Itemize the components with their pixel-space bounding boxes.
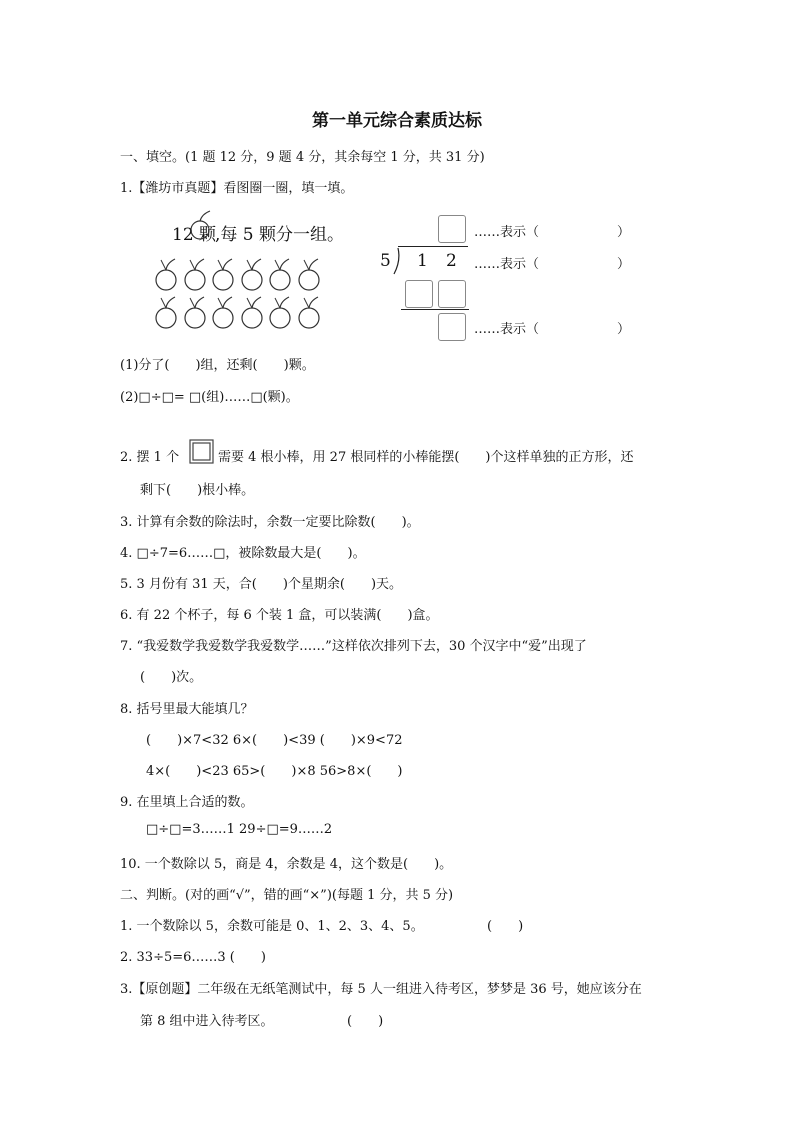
page-title: 第一单元综合素质达标 [312,111,482,131]
cherry-icon [186,208,216,240]
division-bar [398,246,468,247]
cherry-icon [267,294,295,330]
question-5: 5. 3 月份有 31 天，合( )个星期余( )天。 [120,577,403,592]
division-bracket [392,246,406,276]
section-2-heading: 二、判断。(对的画“√”，错的画“×”)(每题 1 分，共 5 分) [120,888,454,903]
question-6: 6. 有 22 个杯子，每 6 个装 1 盒，可以装满( )盒。 [120,608,439,623]
quotient-box[interactable] [438,215,466,243]
judge-3-paren[interactable]: ( ) [347,1014,384,1029]
question-10: 10. 一个数除以 5，商是 4，余数是 4，这个数是( )。 [120,857,453,872]
product-ones-box[interactable] [438,280,466,308]
question-8-line-2: 4×( )<23 65>( )×8 56>8×( ) [146,764,403,779]
section-1-heading: 一、填空。(1 题 12 分，9 题 4 分，其余每空 1 分，共 31 分) [120,150,485,165]
cherry-caption-count: 12 颗 [172,225,217,245]
judge-3-line-2: 第 8 组中进入待考区。 [140,1014,274,1029]
judge-1: 1. 一个数除以 5，余数可能是 0、1、2、3、4、5。 [120,919,424,934]
cherry-icon [153,256,181,292]
cherry-icon [182,294,210,330]
divisor: 5 [380,251,391,271]
question-4: 4. □÷7=6……□，被除数最大是( )。 [120,546,366,561]
question-1-sub-2: (2)□÷□= □(组)……□(颗)。 [120,390,299,405]
judge-2: 2. 33÷5=6……3 ( ) [120,950,266,965]
dividend-ones: 2 [446,251,457,271]
product-tens-box[interactable] [405,280,433,308]
cherry-icon [296,256,324,292]
cherry-icon [153,294,181,330]
question-2-post: 需要 4 根小棒，用 27 根同样的小棒能摆( )个这样单独的正方形，还 [218,450,634,465]
cherry-caption-rule: ,每 5 颗分一组。 [215,225,345,245]
judge-3-line-1: 3.【原创题】二年级在无纸笔测试中，每 5 人一组进入待考区，梦梦是 36 号，她应该分在 [120,982,642,997]
question-8-line-1: ( )×7<32 6×( )<39 ( )×9<72 [146,733,403,748]
cherry-icon [267,256,295,292]
question-9-line: □÷□=3……1 29÷□=9……2 [146,822,333,837]
subtraction-line [401,309,469,310]
question-8: 8. 括号里最大能填几？ [120,702,254,717]
square-sticks-icon [187,437,217,467]
question-3: 3. 计算有余数的除法时，余数一定要比除数( )。 [120,515,420,530]
question-2-line-2: 剩下( )根小棒。 [140,483,255,498]
row1-note: ……表示（ ） [474,225,631,240]
dividend-tens: 1 [417,251,428,271]
remainder-box[interactable] [438,313,466,341]
question-1-sub-1: (1)分了( )组，还剩( )颗。 [120,358,315,373]
row3-note: ……表示（ ） [474,322,631,337]
question-2-pre: 2. 摆 1 个 [120,450,180,465]
cherry-icon [296,294,324,330]
cherry-icon [210,256,238,292]
question-7-line-1: 7. “我爱数学我爱数学我爱数学……”这样依次排列下去，30 个汉字中“爱”出现了 [120,639,587,654]
question-9: 9. 在里填上合适的数。 [120,795,254,810]
judge-1-paren[interactable]: ( ) [487,919,524,934]
row2-note: ……表示（ ） [474,257,631,272]
cherry-icon [210,294,238,330]
cherry-icon [182,256,210,292]
cherry-icon [239,294,267,330]
question-7-line-2: ( )次。 [140,670,203,685]
question-1-label: 1.【潍坊市真题】看图圈一圈，填一填。 [120,181,354,196]
cherry-icon [239,256,267,292]
